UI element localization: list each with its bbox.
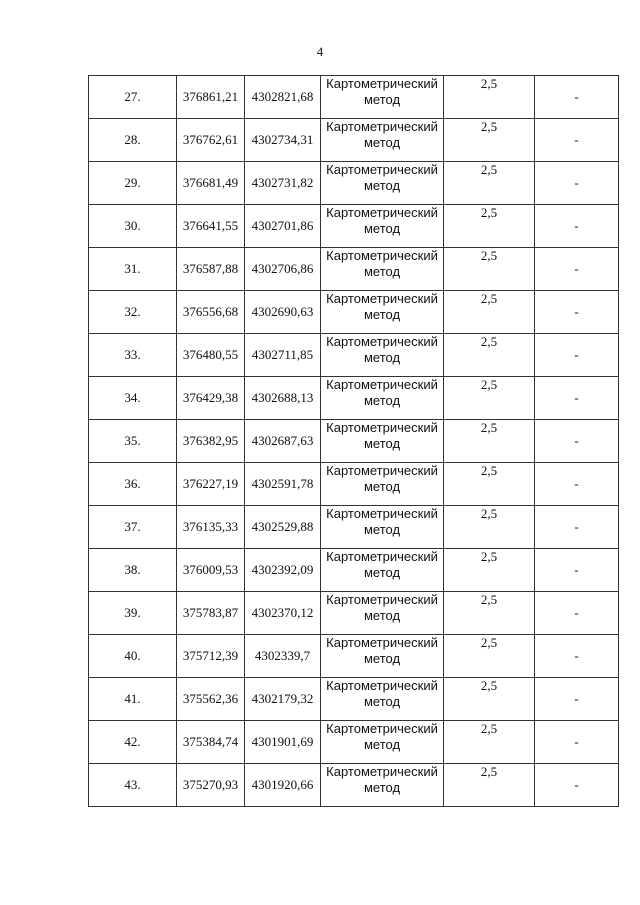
accuracy-cell: 2,5 <box>444 119 535 162</box>
method-cell: Картометрический метод <box>321 549 444 592</box>
method-cell: Картометрический метод <box>321 162 444 205</box>
x-coordinate-cell: 376227,19 <box>177 463 245 506</box>
x-coordinate-cell: 376762,61 <box>177 119 245 162</box>
y-coordinate-cell: 4302179,32 <box>245 678 321 721</box>
x-coordinate-cell: 375562,36 <box>177 678 245 721</box>
x-coordinate-cell: 375712,39 <box>177 635 245 678</box>
note-cell: - <box>535 635 619 678</box>
x-coordinate-cell: 375783,87 <box>177 592 245 635</box>
point-number-cell: 29. <box>89 162 177 205</box>
coordinates-table <box>88 75 619 807</box>
y-coordinate-cell: 4301920,66 <box>245 764 321 807</box>
table-row <box>89 162 619 205</box>
method-cell: Картометрический метод <box>321 764 444 807</box>
note-cell: - <box>535 76 619 119</box>
point-number-cell: 43. <box>89 764 177 807</box>
x-coordinate-cell: 376861,21 <box>177 76 245 119</box>
method-cell: Картометрический метод <box>321 592 444 635</box>
note-cell: - <box>535 721 619 764</box>
x-coordinate-cell: 376480,55 <box>177 334 245 377</box>
note-cell: - <box>535 506 619 549</box>
method-cell: Картометрический метод <box>321 205 444 248</box>
point-number-cell: 27. <box>89 76 177 119</box>
x-coordinate-cell: 376556,68 <box>177 291 245 334</box>
y-coordinate-cell: 4302706,86 <box>245 248 321 291</box>
accuracy-cell: 2,5 <box>444 334 535 377</box>
table-row <box>89 764 619 807</box>
y-coordinate-cell: 4302339,7 <box>245 635 321 678</box>
note-cell: - <box>535 248 619 291</box>
table-row <box>89 635 619 678</box>
y-coordinate-cell: 4302392,09 <box>245 549 321 592</box>
table-row <box>89 721 619 764</box>
table-body <box>89 76 619 807</box>
y-coordinate-cell: 4302701,86 <box>245 205 321 248</box>
y-coordinate-cell: 4302821,68 <box>245 76 321 119</box>
point-number-cell: 39. <box>89 592 177 635</box>
note-cell: - <box>535 334 619 377</box>
accuracy-cell: 2,5 <box>444 420 535 463</box>
note-cell: - <box>535 377 619 420</box>
point-number-cell: 30. <box>89 205 177 248</box>
note-cell: - <box>535 549 619 592</box>
x-coordinate-cell: 375384,74 <box>177 721 245 764</box>
method-cell: Картометрический метод <box>321 334 444 377</box>
table-row <box>89 506 619 549</box>
x-coordinate-cell: 375270,93 <box>177 764 245 807</box>
table-row <box>89 76 619 119</box>
accuracy-cell: 2,5 <box>444 506 535 549</box>
method-cell: Картометрический метод <box>321 248 444 291</box>
note-cell: - <box>535 119 619 162</box>
table-row <box>89 205 619 248</box>
page-number: 4 <box>316 44 324 59</box>
accuracy-cell: 2,5 <box>444 764 535 807</box>
note-cell: - <box>535 764 619 807</box>
method-cell: Картометрический метод <box>321 119 444 162</box>
point-number-cell: 42. <box>89 721 177 764</box>
y-coordinate-cell: 4302370,12 <box>245 592 321 635</box>
note-cell: - <box>535 162 619 205</box>
accuracy-cell: 2,5 <box>444 162 535 205</box>
point-number-cell: 32. <box>89 291 177 334</box>
table-row <box>89 463 619 506</box>
x-coordinate-cell: 376429,38 <box>177 377 245 420</box>
y-coordinate-cell: 4302688,13 <box>245 377 321 420</box>
method-cell: Картометрический метод <box>321 678 444 721</box>
x-coordinate-cell: 376641,55 <box>177 205 245 248</box>
accuracy-cell: 2,5 <box>444 463 535 506</box>
y-coordinate-cell: 4302731,82 <box>245 162 321 205</box>
point-number-cell: 37. <box>89 506 177 549</box>
table-row <box>89 377 619 420</box>
table-row <box>89 592 619 635</box>
accuracy-cell: 2,5 <box>444 205 535 248</box>
y-coordinate-cell: 4302591,78 <box>245 463 321 506</box>
note-cell: - <box>535 678 619 721</box>
note-cell: - <box>535 463 619 506</box>
y-coordinate-cell: 4302529,88 <box>245 506 321 549</box>
point-number-cell: 36. <box>89 463 177 506</box>
point-number-cell: 31. <box>89 248 177 291</box>
x-coordinate-cell: 376587,88 <box>177 248 245 291</box>
accuracy-cell: 2,5 <box>444 721 535 764</box>
note-cell: - <box>535 291 619 334</box>
x-coordinate-cell: 376681,49 <box>177 162 245 205</box>
accuracy-cell: 2,5 <box>444 377 535 420</box>
table-row <box>89 291 619 334</box>
note-cell: - <box>535 420 619 463</box>
method-cell: Картометрический метод <box>321 506 444 549</box>
accuracy-cell: 2,5 <box>444 291 535 334</box>
accuracy-cell: 2,5 <box>444 635 535 678</box>
table-row <box>89 334 619 377</box>
point-number-cell: 38. <box>89 549 177 592</box>
y-coordinate-cell: 4302711,85 <box>245 334 321 377</box>
table-row <box>89 119 619 162</box>
method-cell: Картометрический метод <box>321 420 444 463</box>
table-row <box>89 549 619 592</box>
point-number-cell: 33. <box>89 334 177 377</box>
method-cell: Картометрический метод <box>321 377 444 420</box>
point-number-cell: 41. <box>89 678 177 721</box>
accuracy-cell: 2,5 <box>444 248 535 291</box>
accuracy-cell: 2,5 <box>444 549 535 592</box>
y-coordinate-cell: 4302734,31 <box>245 119 321 162</box>
point-number-cell: 35. <box>89 420 177 463</box>
method-cell: Картометрический метод <box>321 76 444 119</box>
method-cell: Картометрический метод <box>321 721 444 764</box>
note-cell: - <box>535 205 619 248</box>
y-coordinate-cell: 4301901,69 <box>245 721 321 764</box>
note-cell: - <box>535 592 619 635</box>
accuracy-cell: 2,5 <box>444 76 535 119</box>
y-coordinate-cell: 4302687,63 <box>245 420 321 463</box>
point-number-cell: 40. <box>89 635 177 678</box>
table-row <box>89 248 619 291</box>
accuracy-cell: 2,5 <box>444 678 535 721</box>
point-number-cell: 34. <box>89 377 177 420</box>
table-row <box>89 420 619 463</box>
table-row <box>89 678 619 721</box>
x-coordinate-cell: 376382,95 <box>177 420 245 463</box>
y-coordinate-cell: 4302690,63 <box>245 291 321 334</box>
method-cell: Картометрический метод <box>321 291 444 334</box>
method-cell: Картометрический метод <box>321 463 444 506</box>
accuracy-cell: 2,5 <box>444 592 535 635</box>
x-coordinate-cell: 376009,53 <box>177 549 245 592</box>
method-cell: Картометрический метод <box>321 635 444 678</box>
point-number-cell: 28. <box>89 119 177 162</box>
x-coordinate-cell: 376135,33 <box>177 506 245 549</box>
